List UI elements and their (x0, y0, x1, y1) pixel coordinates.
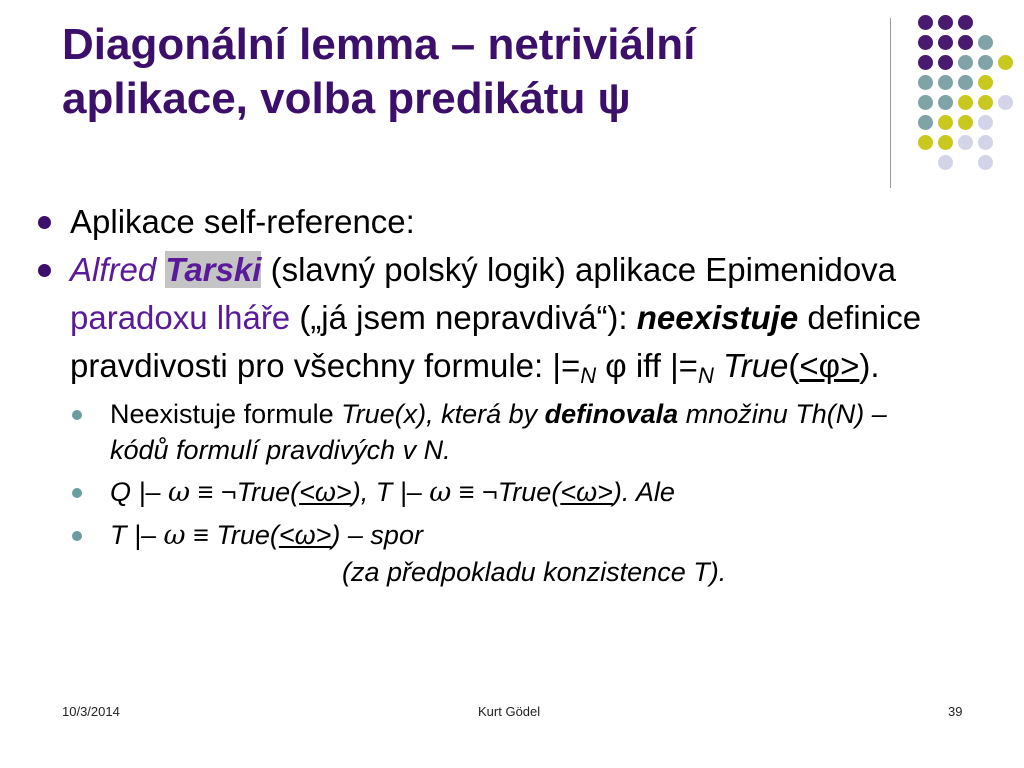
title-line-1: Diagonální lemma – netriviální (62, 20, 696, 69)
dot (918, 95, 933, 110)
dot (938, 115, 953, 130)
code-phi: <φ> (799, 347, 860, 384)
dot (978, 155, 993, 170)
name-tarski: Tarski (165, 251, 262, 288)
dot (958, 15, 973, 30)
slide-body (30, 198, 930, 590)
dot (958, 55, 973, 70)
title-line-2: aplikace, volba predikátu ψ (62, 74, 631, 123)
dot (918, 35, 933, 50)
text-part: φ iff |= (596, 347, 698, 384)
bullet-dot-icon (72, 410, 82, 420)
dot (918, 115, 933, 130)
sub-bullet-item (30, 396, 930, 468)
dot (938, 35, 953, 50)
footer-author: Kurt Gödel (478, 704, 541, 719)
dot (958, 95, 973, 110)
emphasis-definovala: definovala (544, 399, 679, 429)
dot (958, 75, 973, 90)
dot (958, 115, 973, 130)
text-part: ). (859, 347, 880, 384)
divider-line (890, 18, 891, 188)
dot (978, 55, 993, 70)
omega-symbol: ω (163, 520, 186, 551)
omega-symbol: ω (429, 477, 452, 508)
decorative-dot-grid (906, 15, 1006, 165)
code-omega: <ω> (299, 477, 352, 507)
dot (918, 55, 933, 70)
text-part: ( (788, 347, 800, 384)
text-part: ≡ True( (185, 520, 279, 550)
text-part: ), T |– (351, 477, 430, 507)
dot (978, 35, 993, 50)
bullet-dot-icon (38, 264, 51, 277)
dot (998, 55, 1013, 70)
bullet-dot-icon (72, 531, 82, 541)
text-part: (za předpokladu konzistence T). (342, 557, 727, 587)
link-paradox: paradoxu lháře (70, 299, 291, 336)
text-part: ≡ ¬True( (451, 477, 561, 507)
text-part: True(x), která by (341, 399, 545, 429)
dot (918, 15, 933, 30)
dot (938, 135, 953, 150)
dot (978, 135, 993, 150)
bullet-text: Aplikace self-reference: (70, 203, 415, 240)
subscript-n: N (580, 363, 597, 388)
text-part: ). Ale (612, 477, 675, 507)
dot (918, 135, 933, 150)
text-part: Q |– (110, 477, 169, 507)
text-true: True (713, 347, 789, 384)
dot (938, 15, 953, 30)
dot (958, 35, 973, 50)
text-part: definice pravdivosti pro všechny formule: |= (70, 299, 922, 384)
bullet-dot-icon (38, 216, 51, 229)
text-part: (slavný polský logik) aplikace Epimenidova (261, 251, 897, 288)
sub-bullet-item (30, 517, 930, 590)
bullet-item (30, 198, 930, 246)
dot (978, 115, 993, 130)
dot (938, 95, 953, 110)
text-part: ≡ ¬True( (190, 477, 300, 507)
omega-symbol: ω (168, 477, 191, 508)
text-part: T |– (110, 520, 164, 550)
text-part: množinu Th(N) – kódů formulí pravdivých v N. (110, 399, 887, 465)
dot (938, 155, 953, 170)
footer-page-number: 39 (948, 704, 963, 719)
text-part: ) – spor (331, 520, 423, 550)
code-omega: <ω> (278, 520, 332, 550)
dot (958, 135, 973, 150)
dot (918, 75, 933, 90)
subscript-n: N (697, 363, 714, 388)
text-part: Neexistuje formule (110, 399, 342, 429)
code-omega: <ω> (560, 477, 613, 507)
dot (938, 75, 953, 90)
dot (978, 95, 993, 110)
text-part: („já jsem nepravdivá“): (290, 299, 637, 336)
dot (998, 95, 1013, 110)
name-alfred: Alfred (70, 251, 157, 288)
bullet-dot-icon (72, 488, 82, 498)
dot (978, 75, 993, 90)
dot (938, 55, 953, 70)
emphasis-neexistuje: neexistuje (636, 299, 799, 336)
bullet-item (30, 246, 930, 390)
footer-date: 10/3/2014 (62, 704, 120, 719)
slide-title (62, 18, 882, 126)
sub-bullet-item (30, 474, 930, 511)
